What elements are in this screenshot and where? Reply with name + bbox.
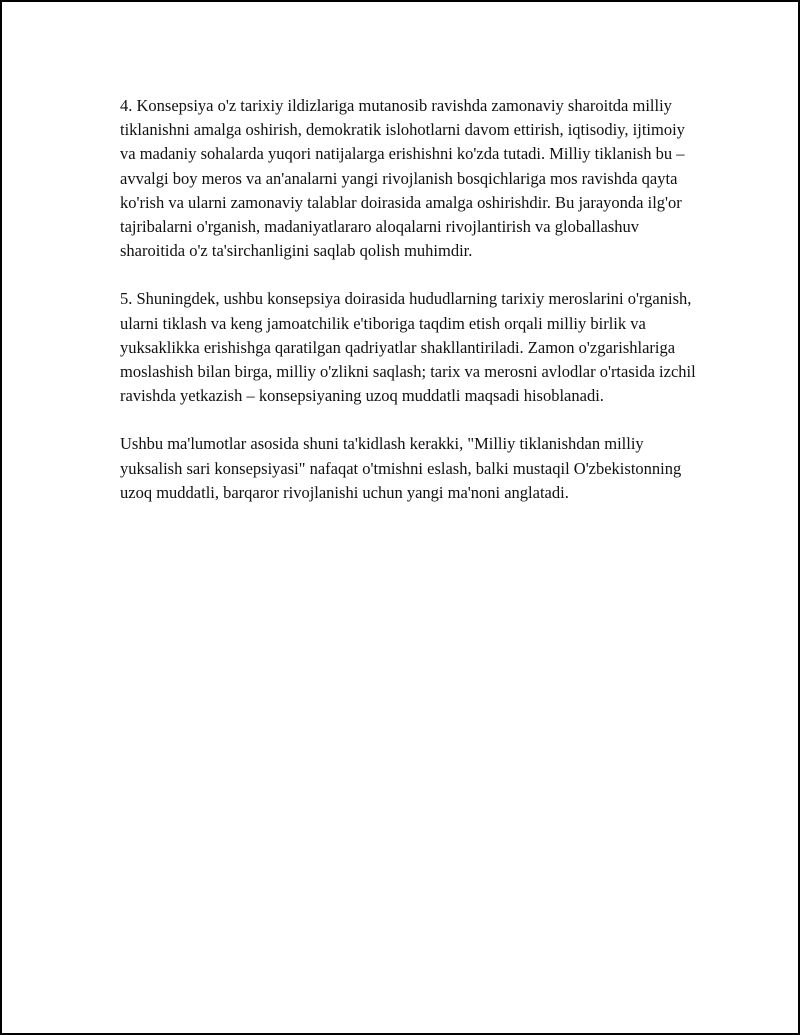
paragraph-point-4: 4. Konsepsiya o'z tarixiy ildizlariga mutanosib ravishda zamonaviy sharoitda milliy tiklanishni amalga oshirish, demokratik islohotlarni davom ettirish, iqtisodiy, ijtimoiy va madaniy sohalarda yuqori natijalarga erishishni ko'zda tutadi. Milliy tiklanish bu – avvalgi boy meros va an'analarni yangi rivojlanish bosqichlariga mos ravishda qayta ko'rish va ularni zamonaviy talablar doirasida amalga oshirishdir. Bu jarayonda ilg'or tajribalarni o'rganish, madaniyatlararo aloqalarni rivojlantirish va globallashuv sharoitida o'z ta'sirchanligini saqlab qolish muhimdir. [120,96,685,261]
paragraph-point-5: 5. Shuningdek, ushbu konsepsiya doirasida hududlarning tarixiy meroslarini o'rganish, ularni tiklash va keng jamoatchilik e'tiboriga taqdim etish orqali milliy birlik va yuksaklikka erishishga qaratilgan qadriyatlar shakllantiriladi. Zamon o'zgarishlariga moslashish bilan birga, milliy o'zlikni saqlash; tarix va merosni avlodlar o'rtasida izchil ravishda yetkazish – konsepsiyaning uzoq muddatli maqsadi hisoblanadi. [120,289,696,406]
document-body [120,94,700,529]
paragraph-conclusion: Ushbu ma'lumotlar asosida shuni ta'kidlash kerakki, "Milliy tiklanishdan milliy yuksalish sari konsepsiyasi" nafaqat o'tmishni eslash, balki mustaqil O'zbekistonning uzoq muddatli, barqaror rivojlanishi uchun yangi ma'noni anglatadi. [120,434,682,502]
